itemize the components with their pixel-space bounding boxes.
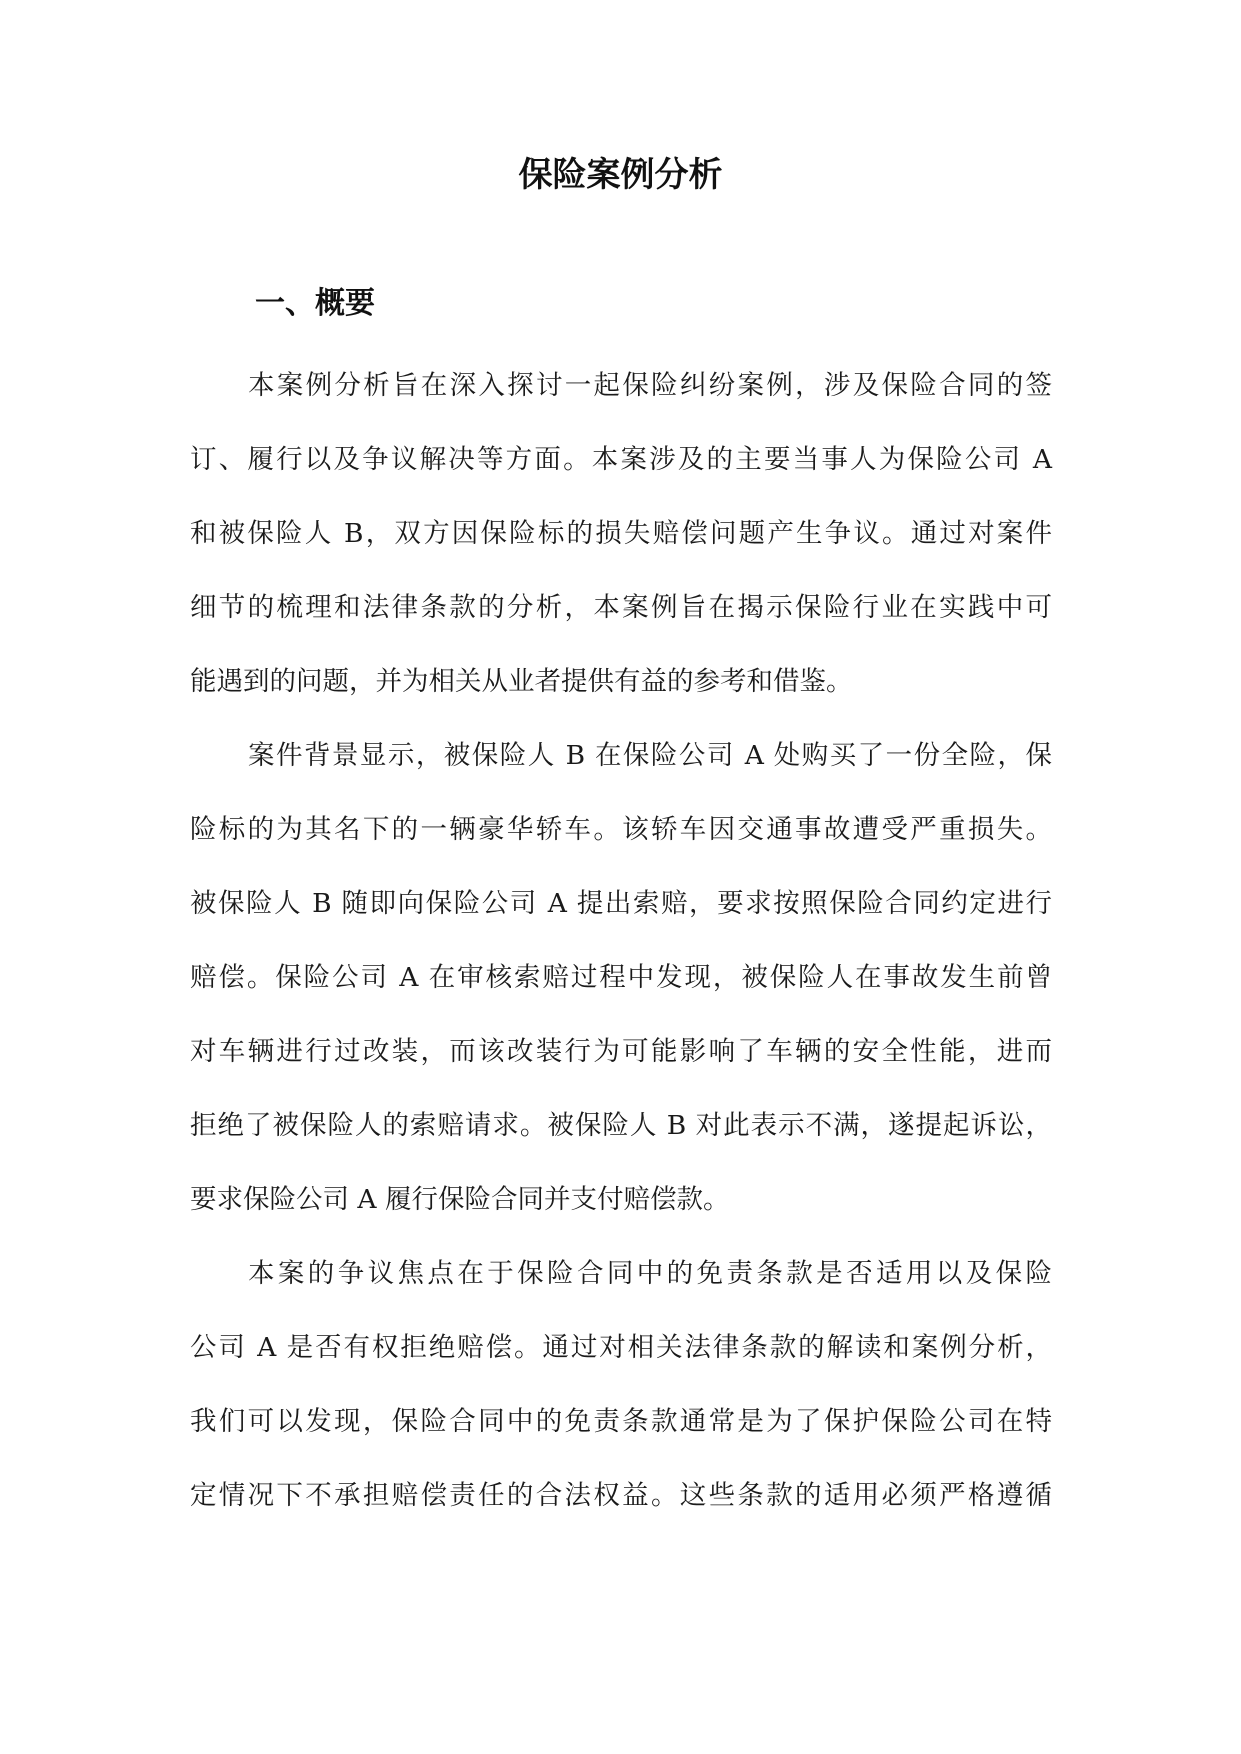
text-line: 赔偿。保险公司 A 在审核索赔过程中发现，被保险人在事故发生前曾	[190, 962, 1052, 993]
paragraph-case-background	[190, 730, 1052, 1248]
text-line: 本案的争议焦点在于保险合同中的免责条款是否适用以及保险	[248, 1258, 1052, 1289]
text-line: 案件背景显示，被保险人 B 在保险公司 A 处购买了一份全险，保	[248, 740, 1052, 771]
text-line: 本案例分析旨在深入探讨一起保险纠纷案例，涉及保险合同的签	[248, 370, 1052, 401]
text-line: 险标的为其名下的一辆豪华轿车。该轿车因交通事故遭受严重损失。	[190, 814, 1052, 845]
text-line: 和被保险人 B，双方因保险标的损失赔偿问题产生争议。通过对案件	[190, 518, 1052, 549]
text-line: 能遇到的问题，并为相关从业者提供有益的参考和借鉴。	[190, 666, 853, 697]
paragraph-overview	[190, 360, 1052, 730]
text-line: 定情况下不承担赔偿责任的合法权益。这些条款的适用必须严格遵循	[190, 1480, 1052, 1511]
text-line: 要求保险公司 A 履行保险合同并支付赔偿款。	[190, 1184, 730, 1215]
text-line: 对车辆进行过改装，而该改装行为可能影响了车辆的安全性能，进而	[190, 1036, 1052, 1067]
text-line: 细节的梳理和法律条款的分析，本案例旨在揭示保险行业在实践中可	[190, 592, 1052, 623]
text-line: 拒绝了被保险人的索赔请求。被保险人 B 对此表示不满，遂提起诉讼，	[190, 1110, 1052, 1141]
paragraph-dispute-focus	[190, 1248, 1052, 1544]
text-line: 被保险人 B 随即向保险公司 A 提出索赔，要求按照保险合同约定进行	[190, 888, 1052, 919]
document-title: 保险案例分析	[518, 155, 723, 195]
section-heading: 一、概要	[255, 286, 375, 321]
text-line: 公司 A 是否有权拒绝赔偿。通过对相关法律条款的解读和案例分析，	[190, 1332, 1052, 1363]
text-line: 订、履行以及争议解决等方面。本案涉及的主要当事人为保险公司 A	[190, 444, 1052, 475]
text-line: 我们可以发现，保险合同中的免责条款通常是为了保护保险公司在特	[190, 1406, 1052, 1437]
document-body	[190, 360, 1052, 1544]
